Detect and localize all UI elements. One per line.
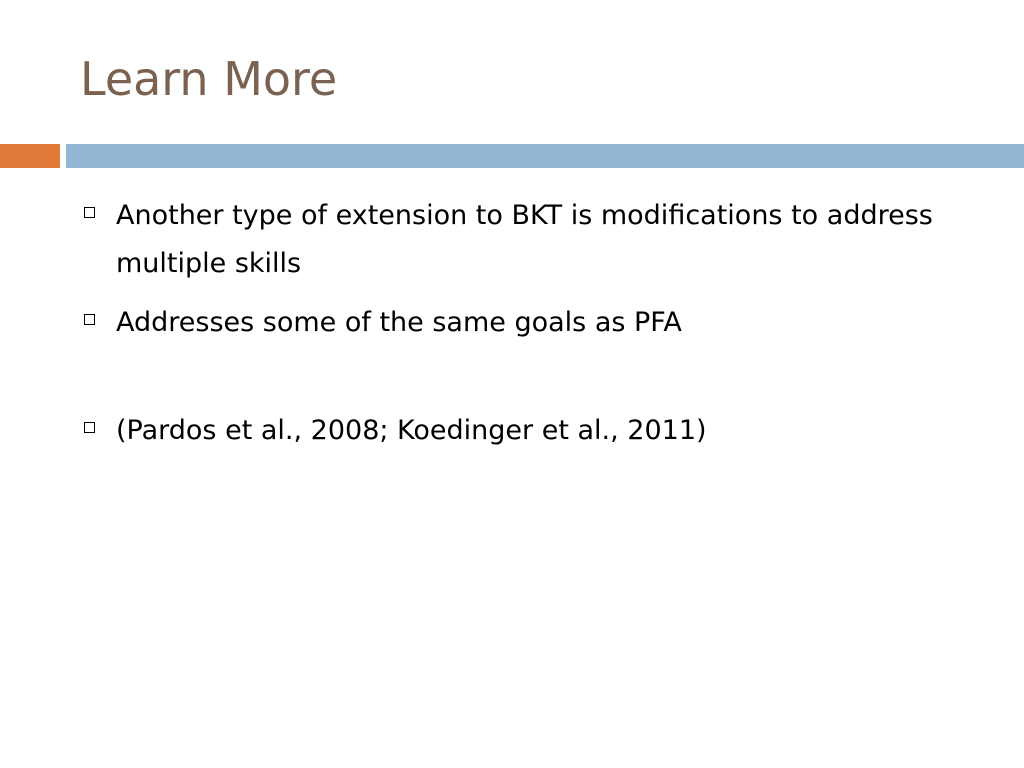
bullet-item	[80, 407, 980, 455]
title-divider-bar	[66, 144, 1024, 168]
bullet-item	[80, 299, 980, 347]
bullet-item	[80, 192, 980, 288]
slide-title: Learn More	[80, 52, 338, 106]
bullet-list	[80, 192, 980, 455]
bullet-text: Another type of extension to BKT is modifications to address multiple skills	[116, 200, 933, 279]
title-accent-bar	[0, 144, 60, 168]
square-bullet-icon	[84, 314, 95, 325]
bullet-text: Addresses some of the same goals as PFA	[116, 307, 682, 338]
square-bullet-icon	[84, 207, 95, 218]
bullet-text: (Pardos et al., 2008; Koedinger et al., 2011)	[116, 415, 707, 446]
square-bullet-icon	[84, 422, 95, 433]
